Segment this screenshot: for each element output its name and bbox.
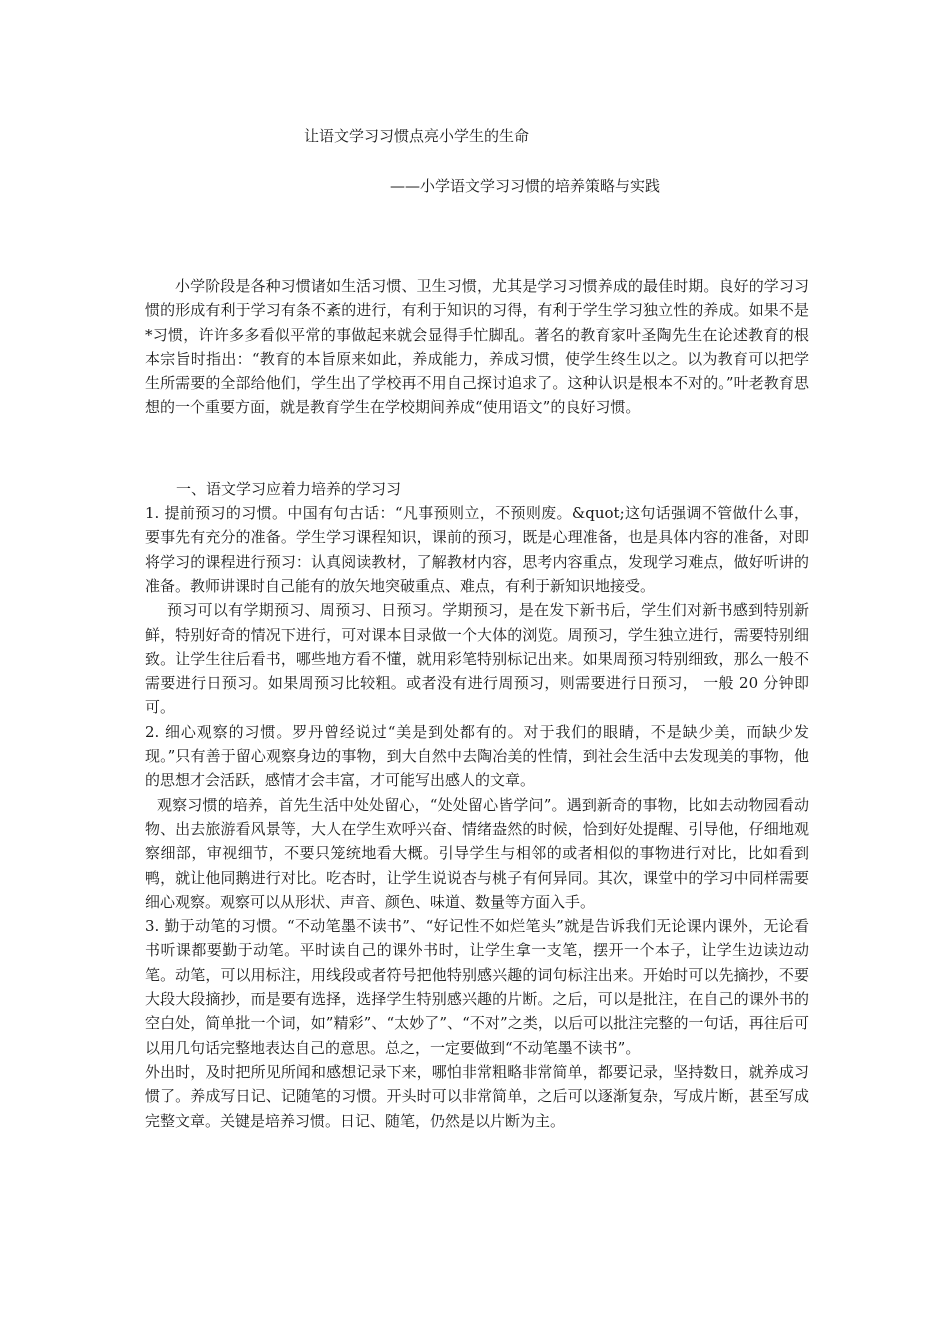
paragraph-preview-types: 预习可以有学期预习、周预习、日预习。学期预习，是在发下新书后，学生们对新书感到特别新鲜，特别好奇的情况下进行，可对课本目录做一个大体的浏览。周预习，学生独立进行，需要特别细致。让学生往后看书，哪些地方看不懂，就用彩笔特别标记出来。如果周预习特别细致，那么一般不需要进行日预习。如果周预习比较粗。或者没有进行周预习，则需要进行日预习， 一般 20 分钟即可。	[145, 601, 809, 717]
paragraph-observation-habit: 2. 细心观察的习惯。罗丹曾经说过“美是到处都有的。对于我们的眼睛，不是缺少美，而缺少发现。”只有善于留心观察身边的事物，到大自然中去陶冶美的性情，到社会生活中去发现美的事物，他的思想才会活跃，感情才会丰富，才可能写出感人的文章。	[145, 722, 809, 790]
paragraph-writing-habit: 3. 勤于动笔的习惯。“不动笔墨不读书”、“好记性不如烂笔头”就是告诉我们无论课内课外，无论看书听课都要勤于动笔。平时读自己的课外书时，让学生拿一支笔，摆开一个本子，让学生边读边动笔。动笔，可以用标注，用线段或者符号把他特别感兴趣的词句标注出来。开始时可以先摘抄，不要大段大段摘抄，而是要有选择，选择学生特别感兴趣的片断。之后，可以是批注，在自己的课外书的空白处，简单批一个词，如”精彩”、“太妙了”、“不对”之类，以后可以批注完整的一句话，再往后可以用几句话完整地表达自己的意思。总之，一定要做到“不动笔墨不读书”。	[145, 917, 809, 1057]
paragraph-observation-training: 观察习惯的培养，首先生活中处处留心，“处处留心皆学问”。遇到新奇的事物，比如去动物园看动物、出去旅游看风景等，大人在学生欢呼兴奋、情绪盎然的时候，恰到好处提醒、引导他，仔细地观察细部，审视细节，不要只笼统地看大概。引导学生与相邻的或者相似的事物进行对比，比如看到鸭，就让他同鹅进行对比。吃杏时，让学生说说杏与桃子有何异同。其次，课堂中的学习中同样需要细心观察。观察可以从形状、声音、颜色、味道、数量等方面入手。	[145, 795, 809, 911]
document-body	[145, 274, 809, 1133]
document-subtitle: ——小学语文学习习惯的培养策略与实践	[390, 177, 661, 195]
section-heading: 一、语文学习应着力培养的学习习	[176, 479, 402, 498]
paragraph-diary-habit: 外出时，及时把所见所闻和感想记录下来，哪怕非常粗略非常简单，都要记录，坚持数日，就养成习惯了。养成写日记、记随笔的习惯。开头时可以非常简单，之后可以逐渐复杂，写成片断，甚至写成完整文章。关键是培养习惯。日记、随笔，仍然是以片断为主。	[145, 1062, 809, 1130]
document-title: 让语文学习习惯点亮小学生的生命	[304, 127, 530, 145]
spacer	[145, 420, 809, 477]
paragraph-preview-habit: 1. 提前预习的习惯。中国有句古话：“凡事预则立，不预则废。&quot;这句话强调不管做什么事，要事先有充分的准备。学生学习课程知识，课前的预习，既是心理准备，也是具体内容的准备，对即将学习的课程进行预习：认真阅读教材，了解教材内容，思考内容重点，发现学习难点，做好听讲的准备。教师讲课时自己能有的放矢地突破重点、难点，有利于新知识地接受。	[145, 504, 809, 595]
intro-paragraph: 小学阶段是各种习惯诸如生活习惯、卫生习惯，尤其是学习习惯养成的最佳时期。良好的学习习惯的形成有利于学习有条不紊的进行，有利于知识的习得，有利于学生学习独立性的养成。如果不是*习惯，许许多多看似平常的事做起来就会显得手忙脚乱。著名的教育家叶圣陶先生在论述教育的根本宗旨时指出：“教育的本旨原来如此，养成能力，养成习惯，使学生终生以之。以为教育可以把学生所需要的全部给他们，学生出了学校再不用自己探讨追求了。这种认识是根本不对的。”叶老教育思想的一个重要方面，就是教育学生在学校期间养成“使用语文”的良好习惯。	[145, 277, 809, 417]
